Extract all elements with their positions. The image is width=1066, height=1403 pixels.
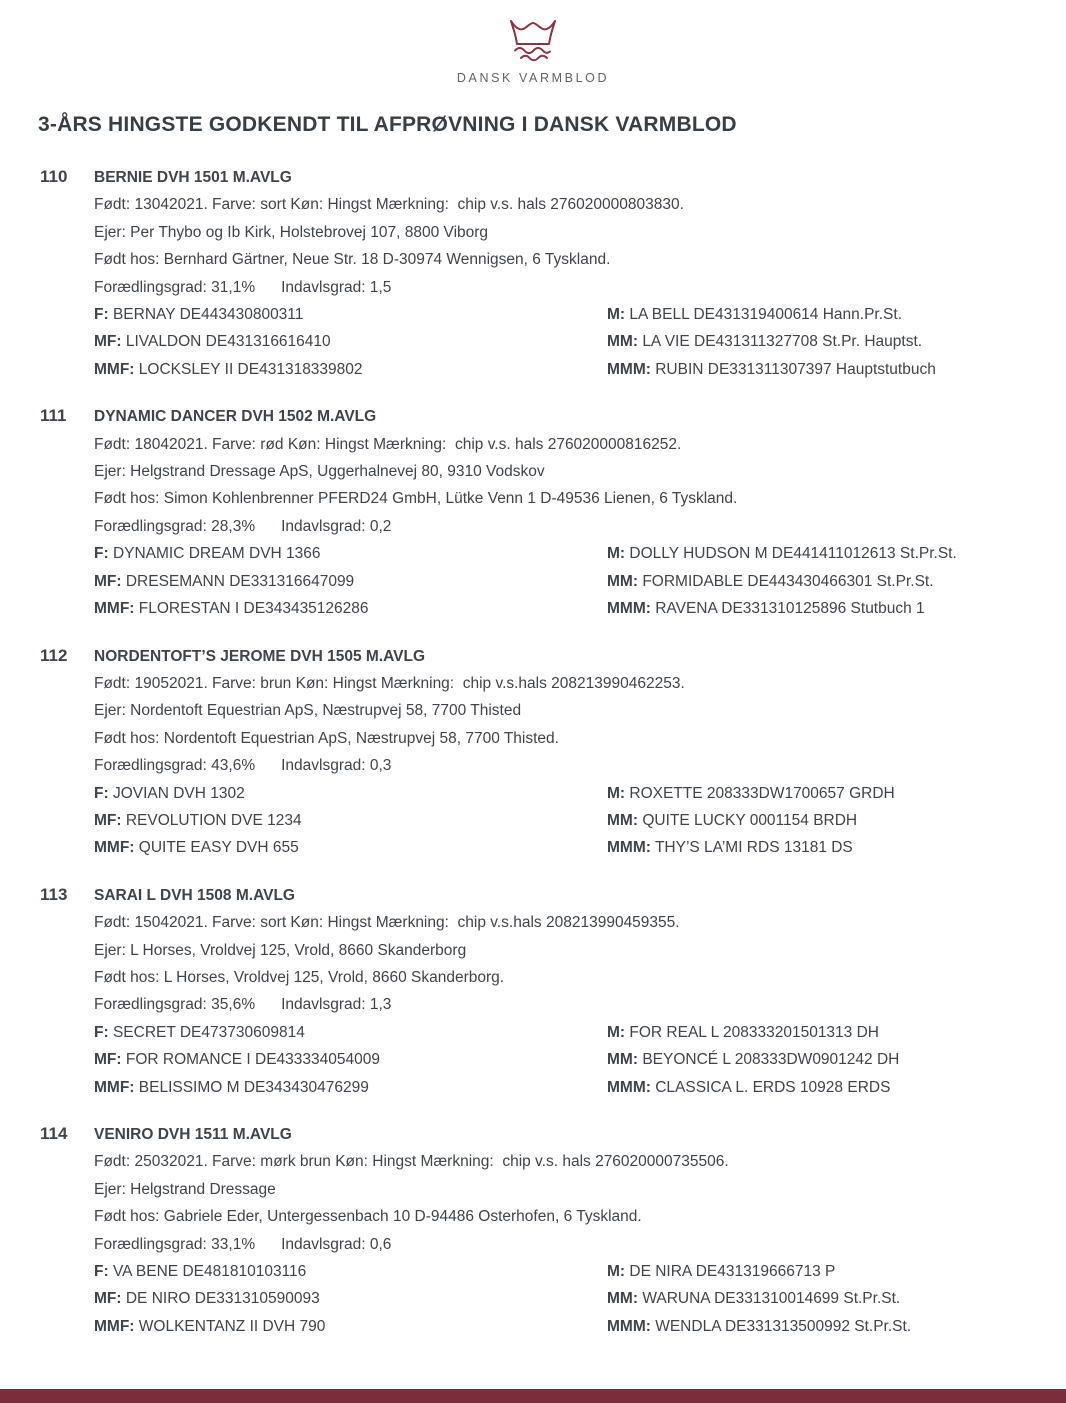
breeder-line: Født hos: Nordentoft Equestrian ApS, Næstrupvej 58, 7700 Thisted. (94, 729, 559, 747)
dam-value: BEYONCÉ L 208333DW0901242 DH (642, 1051, 900, 1069)
pedigree-sire-cell (94, 1046, 607, 1073)
sire-value: REVOLUTION DVE 1234 (125, 811, 302, 829)
breeding-grade: Forædlingsgrad: 28,3% (94, 517, 256, 535)
page-title: 3-ÅRS HINGSTE GODKENDT TIL AFPRØVNING I DANSK VARMBLOD (38, 113, 737, 136)
horse-name: DYNAMIC DANCER DVH 1502 M.AVLG (94, 408, 377, 426)
owner-line: Ejer: L Horses, Vroldvej 125, Vrold, 8660 Skanderborg (94, 941, 467, 959)
entry-header (40, 1120, 1026, 1148)
horse-entry (40, 402, 1026, 622)
entry-number: 112 (40, 645, 68, 665)
pedigree-dam-cell (607, 834, 1026, 861)
entry-number: 114 (40, 1124, 68, 1143)
entry-header (40, 642, 1026, 670)
owner-line: Ejer: Nordentoft Equestrian ApS, Næstrupvej 58, 7700 Thisted (94, 702, 522, 720)
pedigree-row (94, 1019, 1026, 1046)
brand-name: DANSK VARMBLOD (456, 71, 610, 85)
dam-value: RUBIN DE331311307397 Hauptstutbuch (655, 360, 936, 378)
dam-label: MMM: (607, 600, 651, 618)
dam-value: QUITE LUCKY 0001154 BRDH (642, 811, 858, 829)
pedigree-sire-cell (94, 568, 607, 595)
dam-value: CLASSICA L. ERDS 10928 ERDS (655, 1078, 891, 1096)
pedigree-dam-cell (607, 807, 1026, 834)
pedigree-row (94, 301, 1026, 328)
pedigree-row (94, 834, 1026, 861)
sire-value: SECRET DE473730609814 (112, 1023, 305, 1041)
pedigree-table (94, 540, 1026, 622)
sire-value: BELISSIMO M DE343430476299 (138, 1078, 369, 1096)
horse-name: VENIRO DVH 1511 M.AVLG (94, 1126, 292, 1143)
dam-label: MM: (607, 1290, 638, 1308)
pedigree-dam-cell (607, 1285, 1026, 1312)
sire-label: MMF: (94, 839, 135, 857)
sire-label: MF: (94, 572, 122, 590)
pedigree-row (94, 595, 1026, 622)
pedigree-row (94, 780, 1026, 807)
horse-name: NORDENTOFT’S JEROME DVH 1505 M.AVLG (94, 647, 426, 665)
sire-label: F: (94, 1263, 109, 1281)
horse-entry (40, 1120, 1026, 1340)
pedigree-dam-cell (607, 1019, 1026, 1046)
pedigree-dam-cell (607, 780, 1026, 807)
pedigree-sire-cell (94, 1258, 607, 1285)
breeder-line: Født hos: Gabriele Eder, Untergessenbach 10 D-94486 Osterhofen, 6 Tyskland. (94, 1208, 642, 1226)
pedigree-sire-cell (94, 1019, 607, 1046)
grades-line (94, 991, 1026, 1018)
entry-header (40, 402, 1026, 430)
inbreeding-grade: Indavlsgrad: 0,3 (281, 757, 392, 775)
grades-line (94, 274, 1026, 301)
entry-number: 113 (40, 884, 68, 904)
pedigree-row (94, 1313, 1026, 1340)
entry-header (40, 163, 1026, 191)
sire-label: MMF: (94, 600, 135, 618)
horse-entry (40, 163, 1026, 383)
breeder-line: Født hos: Bernhard Gärtner, Neue Str. 18 D-30974 Wennigsen, 6 Tyskland. (94, 251, 611, 269)
horse-name: SARAI L DVH 1508 M.AVLG (94, 886, 295, 904)
dam-label: MMM: (607, 1317, 651, 1335)
pedigree-dam-cell (607, 595, 1026, 622)
dam-label: MM: (607, 811, 638, 829)
entry-body (94, 909, 1026, 1101)
pedigree-dam-cell (607, 540, 1026, 567)
sire-value: QUITE EASY DVH 655 (138, 839, 299, 857)
owner-line: Ejer: Per Thybo og Ib Kirk, Holstebrovej 107, 8800 Viborg (94, 223, 489, 241)
logo (0, 0, 1066, 85)
horse-name: BERNIE DVH 1501 M.AVLG (94, 169, 292, 186)
dam-label: MM: (607, 572, 638, 590)
horse-entry (40, 881, 1026, 1101)
breeder-line: Født hos: L Horses, Vroldvej 125, Vrold, 8660 Skanderborg. (94, 968, 505, 986)
inbreeding-grade: Indavlsgrad: 1,3 (281, 996, 392, 1014)
breeding-grade: Forædlingsgrad: 43,6% (94, 757, 256, 775)
dam-value: THY’S LA’MI RDS 13181 DS (654, 839, 853, 857)
born-line: Født: 19052021. Farve: brun Køn: Hingst Mærkning: chip v.s.hals 208213990462253. (94, 674, 685, 692)
sire-label: F: (94, 784, 109, 802)
born-line: Født: 13042021. Farve: sort Køn: Hingst Mærkning: chip v.s. hals 276020000803830. (94, 196, 684, 214)
pedigree-row (94, 1046, 1026, 1073)
entry-body (94, 1148, 1026, 1340)
dam-label: M: (607, 1023, 626, 1041)
sire-value: VA BENE DE481810103116 (112, 1263, 307, 1281)
pedigree-row (94, 356, 1026, 383)
sire-value: DYNAMIC DREAM DVH 1366 (112, 545, 321, 563)
sire-label: MMF: (94, 360, 135, 378)
pedigree-table (94, 780, 1026, 862)
breeding-grade: Forædlingsgrad: 35,6% (94, 996, 256, 1014)
dam-label: MMM: (607, 360, 651, 378)
pedigree-sire-cell (94, 595, 607, 622)
sire-label: MMF: (94, 1078, 135, 1096)
sire-value: LOCKSLEY II DE431318339802 (138, 360, 363, 378)
sire-label: MMF: (94, 1317, 135, 1335)
pedigree-row (94, 1074, 1026, 1101)
entry-body (94, 670, 1026, 862)
pedigree-sire-cell (94, 780, 607, 807)
pedigree-sire-cell (94, 1285, 607, 1312)
dam-value: WARUNA DE331310014699 St.Pr.St. (642, 1290, 901, 1308)
pedigree-sire-cell (94, 1074, 607, 1101)
dam-value: ROXETTE 208333DW1700657 GRDH (629, 784, 895, 802)
dam-label: M: (607, 784, 626, 802)
sire-value: BERNAY DE443430800311 (112, 306, 304, 324)
entry-body (94, 191, 1026, 383)
pedigree-sire-cell (94, 301, 607, 328)
sire-value: DE NIRO DE331310590093 (125, 1290, 320, 1308)
pedigree-row (94, 540, 1026, 567)
sire-value: JOVIAN DVH 1302 (112, 784, 245, 802)
dam-value: WENDLA DE331313500992 St.Pr.St. (655, 1317, 912, 1335)
dam-value: LA BELL DE431319400614 Hann.Pr.St. (629, 306, 902, 324)
entry-body (94, 431, 1026, 623)
pedigree-dam-cell (607, 1074, 1026, 1101)
sire-label: MF: (94, 333, 122, 351)
dam-label: M: (607, 306, 626, 324)
dam-value: FORMIDABLE DE443430466301 St.Pr.St. (642, 572, 934, 590)
crown-logo-icon (505, 18, 561, 64)
pedigree-dam-cell (607, 1046, 1026, 1073)
owner-line: Ejer: Helgstrand Dressage ApS, Uggerhalnevej 80, 9310 Vodskov (94, 463, 545, 481)
pedigree-row (94, 1258, 1026, 1285)
sire-label: MF: (94, 811, 122, 829)
pedigree-dam-cell (607, 328, 1026, 355)
born-line: Født: 15042021. Farve: sort Køn: Hingst Mærkning: chip v.s.hals 208213990459355. (94, 914, 680, 932)
dam-label: MMM: (607, 1078, 651, 1096)
pedigree-row (94, 328, 1026, 355)
dam-value: LA VIE DE431311327708 St.Pr. Hauptst. (642, 333, 923, 351)
sire-label: F: (94, 1023, 109, 1041)
pedigree-table (94, 301, 1026, 383)
sire-value: WOLKENTANZ II DVH 790 (138, 1317, 326, 1335)
dam-value: FOR REAL L 208333201501313 DH (629, 1023, 879, 1041)
inbreeding-grade: Indavlsgrad: 1,5 (281, 278, 392, 296)
sire-label: MF: (94, 1051, 122, 1069)
owner-line: Ejer: Helgstrand Dressage (94, 1180, 276, 1198)
pedigree-dam-cell (607, 1258, 1026, 1285)
dam-value: RAVENA DE331310125896 Stutbuch 1 (655, 600, 925, 618)
pedigree-sire-cell (94, 540, 607, 567)
pedigree-table (94, 1258, 1026, 1340)
pedigree-sire-cell (94, 356, 607, 383)
sire-label: MF: (94, 1290, 122, 1308)
sire-label: F: (94, 545, 109, 563)
pedigree-sire-cell (94, 834, 607, 861)
entry-number: 111 (40, 406, 67, 426)
horse-entry (40, 642, 1026, 862)
pedigree-sire-cell (94, 807, 607, 834)
pedigree-dam-cell (607, 568, 1026, 595)
dam-label: MM: (607, 333, 638, 351)
grades-line (94, 513, 1026, 540)
dam-value: DOLLY HUDSON M DE441411012613 St.Pr.St. (629, 545, 957, 563)
breeding-grade: Forædlingsgrad: 31,1% (94, 278, 256, 296)
dam-label: M: (607, 545, 626, 563)
entry-header (40, 881, 1026, 909)
dam-label: M: (607, 1263, 626, 1281)
pedigree-dam-cell (607, 301, 1026, 328)
sire-value: DRESEMANN DE331316647099 (125, 572, 355, 590)
sire-value: FLORESTAN I DE343435126286 (138, 600, 369, 618)
pedigree-sire-cell (94, 328, 607, 355)
dam-value: DE NIRA DE431319666713 P (629, 1263, 836, 1281)
breeding-grade: Forædlingsgrad: 33,1% (94, 1235, 256, 1253)
entry-number: 110 (40, 167, 68, 186)
dam-label: MMM: (607, 839, 651, 857)
sire-value: LIVALDON DE431316616410 (125, 333, 331, 351)
born-line: Født: 18042021. Farve: rød Køn: Hingst Mærkning: chip v.s. hals 276020000816252. (94, 435, 682, 453)
pedigree-table (94, 1019, 1026, 1101)
pedigree-dam-cell (607, 1313, 1026, 1340)
dam-label: MM: (607, 1051, 638, 1069)
grades-line (94, 752, 1026, 779)
breeder-line: Født hos: Simon Kohlenbrenner PFERD24 GmbH, Lütke Venn 1 D-49536 Lienen, 6 Tyskland. (94, 490, 738, 508)
born-line: Født: 25032021. Farve: mørk brun Køn: Hingst Mærkning: chip v.s. hals 276020000735506. (94, 1153, 729, 1171)
sire-label: F: (94, 306, 109, 324)
inbreeding-grade: Indavlsgrad: 0,2 (281, 517, 392, 535)
pedigree-row (94, 807, 1026, 834)
sire-value: FOR ROMANCE I DE433334054009 (125, 1051, 381, 1069)
inbreeding-grade: Indavlsgrad: 0,6 (281, 1235, 392, 1253)
grades-line (94, 1231, 1026, 1258)
pedigree-dam-cell (607, 356, 1026, 383)
pedigree-row (94, 1285, 1026, 1312)
footer-bar (0, 1389, 1066, 1403)
entries-list (40, 163, 1026, 1340)
pedigree-row (94, 568, 1026, 595)
pedigree-sire-cell (94, 1313, 607, 1340)
